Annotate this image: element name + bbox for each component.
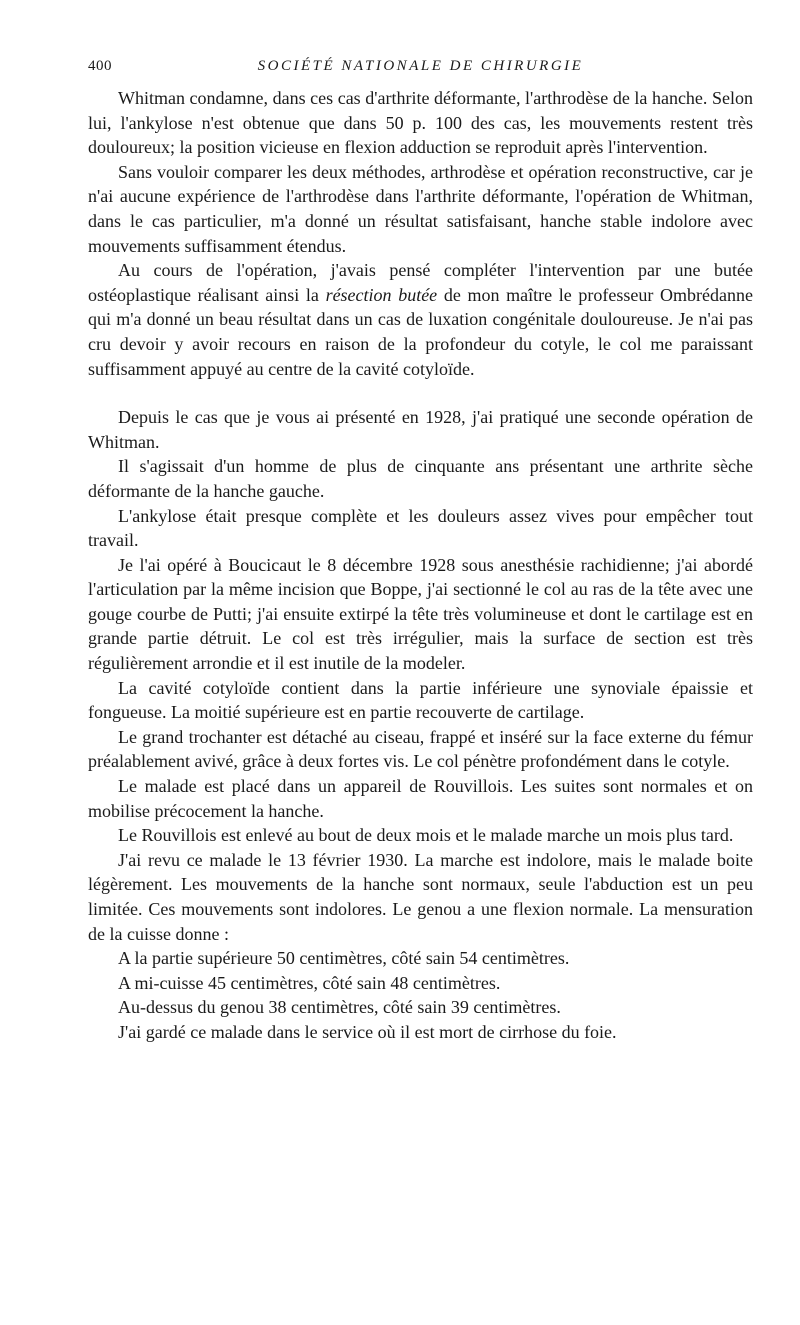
paragraph: Le malade est placé dans un appareil de Rouvillois. Les suites sont normales et on mobilise précocement la hanche. <box>88 776 753 821</box>
paragraph: Sans vouloir comparer les deux méthodes, arthrodèse et opération reconstructive, car je n'ai aucune expérience de l'arthrodèse dans l'arthrite déformante, l'opération de Whitman, dans le cas particulier, m'a donné un résultat satisfaisant, hanche stable indolore avec mouvements suffisamment étendus. <box>88 161 753 256</box>
paragraph: J'ai revu ce malade le 13 février 1930. La marche est indolore, mais le malade boite légèrement. Les mouvements de la hanche sont normaux, seule l'abduction est un peu limitée. Ces mouvements sont indolores. Le genou a une flexion normale. La mensuration de la cuisse donne : <box>88 849 753 944</box>
paragraph: Whitman condamne, dans ces cas d'arthrite déformante, l'arthrodèse de la hanche. Selon lui, l'ankylose n'est obtenue que dans 50 p. 100 des cas, les mouvements restent très douloureux; la position vicieuse en flexion adduction se reproduit après l'intervention. <box>88 88 753 158</box>
measurement-line: Au-dessus du genou 38 centimètres, côté sain 39 centimètres. <box>118 997 561 1018</box>
paragraph: L'ankylose était presque complète et les douleurs assez vives pour empêcher tout travail. <box>88 505 753 551</box>
measurement-line: A la partie supérieure 50 centimètres, côté sain 54 centimètres. <box>118 948 570 969</box>
document-page <box>88 58 753 1045</box>
paragraph: Depuis le cas que je vous ai présenté en 1928, j'ai pratiqué une seconde opération de Whitman. <box>88 407 753 452</box>
paragraph: La cavité cotyloïde contient dans la partie inférieure une synoviale épaissie et fongueuse. La moitié supérieure est en partie recouverte de cartilage. <box>88 677 753 723</box>
running-title: SOCIÉTÉ NATIONALE DE CHIRURGIE <box>257 58 584 74</box>
paragraph-text: de mon maître le professeur Ombrédanne qui m'a donné un beau résultat dans un cas de luxation congénitale douloureuse. Je n'ai pas cru devoir y avoir recours en raison de la profondeur du cotyle, le col me paraissant suffisamment appuyé au centre de la cavité cotyloïde. <box>88 284 754 379</box>
emphasis-text: résection butée <box>325 284 438 305</box>
paragraph: J'ai gardé ce malade dans le service où il est mort de cirrhose du foie. <box>118 1021 617 1042</box>
paragraph-text: Au cours de l'opération, j'avais pensé compléter l'intervention par une butée ostéoplastique réalisant ainsi la <box>88 260 753 305</box>
paragraph: Le Rouvillois est enlevé au bout de deux mois et le malade marche un mois plus tard. <box>118 825 734 846</box>
paragraph: Le grand trochanter est détaché au ciseau, frappé et inséré sur la face externe du fémur préalablement avivé, grâce à deux fortes vis. Le col pénètre profondément dans le cotyle. <box>88 726 753 772</box>
paragraph <box>88 258 753 381</box>
paragraph: Il s'agissait d'un homme de plus de cinquante ans présentant une arthrite sèche déformante de la hanche gauche. <box>88 456 753 501</box>
paragraph: Je l'ai opéré à Boucicaut le 8 décembre 1928 sous anesthésie rachidienne; j'ai abordé l'articulation par la même incision que Boppe, j'ai sectionné le col au ras de la tête avec une gouge courbe de Putti; j'ai ensuite extirpé la tête très volumineuse et dont le cartilage est en grande partie détruit. Le col est très irrégulier, mais la surface de section est très régulièrement arrondie et il est inutile de la modeler. <box>88 554 753 674</box>
body-text <box>88 86 753 1045</box>
measurement-line: A mi-cuisse 45 centimètres, côté sain 48 centimètres. <box>118 972 501 993</box>
page-header <box>88 58 753 86</box>
page-number: 400 <box>88 58 112 74</box>
section-spacer <box>88 381 753 405</box>
